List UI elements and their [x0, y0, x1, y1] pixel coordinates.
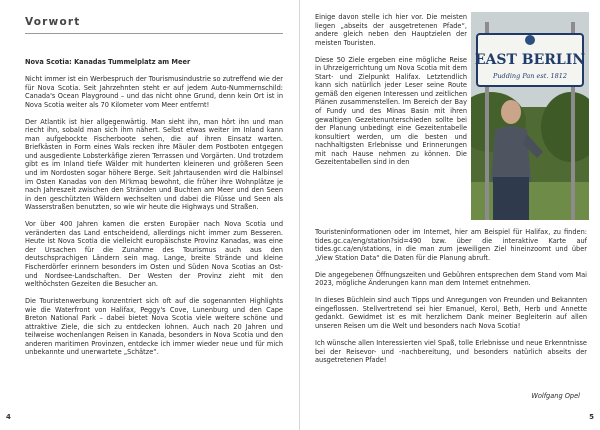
author-photo: [471, 12, 589, 220]
chapter-subtitle: Nova Scotia: Kanadas Tummelplatz am Meer: [25, 58, 191, 66]
paragraph: Ich wünsche allen Interessierten viel Spaß, tolle Erlebnisse und neue Erkenntnisse bei der Reisevor- und -nachbereitung, und besonders natürlich abseits der ausgetretenen Pfade!: [315, 338, 587, 365]
paragraph: Die Touristenwerbung konzentriert sich oft auf die sogenannten Highlights wie die Waterfront von Halifax, Peggy's Cove, Lunenburg und den Cape Breton National Park – dabei bietet Nova Scotia viele weitere schöne und attraktive Ziele, die sich zu entdecken lohnen. Auch nach 20 Jahren und teilweise wochenlangen Reisen in Kanada, besonders in Nova Scotia und den anderen maritimen Provinzen, entdecke ich immer wieder neue und für mich unbekannte und unerwartete „Schätze“.: [25, 297, 283, 357]
paragraph: Einige davon stelle ich hier vor. Die meisten liegen „abseits der ausgetretenen Pfade“, andere gleich neben den Hauptzielen der meisten Touristen.: [315, 13, 467, 47]
person-jeans: [493, 177, 529, 220]
chapter-heading: Vorwort: [25, 16, 81, 28]
author-signature: Wolfgang Opel: [531, 392, 580, 400]
person-head: [501, 100, 521, 124]
gutter-line: [299, 0, 300, 430]
paragraph: Die angegebenen Öffnungszeiten und Gebühren entsprechen dem Stand vom Mai 2023, mögliche Änderungen kann man dem Internet entnehmen.: [315, 270, 587, 288]
paragraph: Der Atlantik ist hier allgegenwärtig. Man sieht ihn, man hört ihn und man riecht ihn, sobald man sich ihm nähert. Selbst etwas weiter im Inland kann man aufgebockte Fischerboote sehen, die auf ihren Einsatz warten. Briefkästen in Form eines Wals recken ihre Mäuler dem Postboten entgegen und ausgediente Lobsterkäfige zieren Terrassen und Vorgärten. Und trotzdem gibt es im Inland tiefe Wälder mit hunderten kleineren und größeren Seen und im Nordosten sogar höhere Berge. Seit Jahrtausenden wird die Halbinsel im Osten Kanadas von den Mi'kmaq bewohnt, die früher ihre Wohnplätze je nach Jahreszeit zwischen den Stränden und Buchten am Meer und den Seen in den geschützten Wäldern wechselten und dabei die Flüsse und Seen als Wasserstraßen benutzten, so wie wir heute die Highways und Straßen.: [25, 117, 283, 212]
person-shirt: [491, 126, 531, 182]
paragraph: Touristeninformationen oder im Internet, hier am Beispiel für Halifax, zu finden: tides.gc.ca/eng/station?sid=490 bzw. über die interaktive Karte auf tides.gc.ca/en/stations, in die man zum jeweiligen Ziel hineinzoomt und über „View Station Data“ die Daten für die Planung abruft.: [315, 228, 587, 262]
photo-illustration: [471, 12, 589, 220]
left-text-column: [25, 58, 283, 365]
sign-emblem: [525, 35, 535, 45]
paragraph: Nicht immer ist ein Werbespruch der Tourismusindustrie so zutreffend wie der für Nova Scotia. Seit Jahrzehnten steht er auf jedem Auto-Nummernschild: Canada's Ocean Playground – und das nicht ohne Grund, denn kein Ort ist in Nova Scotia weiter als 70 Kilometer vom Meer entfernt!: [25, 75, 283, 109]
sign-title: EAST BERLIN: [474, 52, 586, 68]
paragraph: Diese 50 Ziele ergeben eine mögliche Reise in Uhrzeigerrichtung um Nova Scotia mit dem Start- und Zielpunkt Halifax. Letztendlich kann sich natürlich jeder Leser seine Route gemäß den eigenen Interessen und zeitlichen Plänen zusammenstellen. Im Bereich der Bay of Fundy und des Minas Basin mit ihren gewaltigen Gezeitenunterschieden sollte bei der Planung unbedingt eine Gezeitentabelle konsultiert werden, um die besten und nachhaltigsten Erlebnisse und Erinnerungen mit nach Hause nehmen zu können. Die Gezeitentabellen sind in den: [315, 55, 467, 167]
page-number-left: 4: [6, 413, 11, 421]
right-top-column: [315, 13, 467, 175]
right-text-column: [315, 228, 587, 373]
page-number-right: 5: [589, 413, 594, 421]
heading-rule: [25, 33, 283, 34]
sign-subtitle: Pudding Pan est. 1812: [492, 72, 568, 80]
paragraph: In dieses Büchlein sind auch Tipps und Anregungen von Freunden und Bekannten eingeflossen. Stellvertretend sei hier Emanuel, Kerol, Beth, Herb und Annette gedankt. Gewidmet ist es mit herzlichem Dank meiner Begleiterin auf allen unseren Reisen um die Welt und besonders nach Nova Scotia!: [315, 296, 587, 330]
paragraph: Vor über 400 Jahren kamen die ersten Europäer nach Nova Scotia und veränderten das Land entscheidend, allerdings nicht immer zum Besseren. Heute ist Nova Scotia die vielleicht europäischste Provinz Kanadas, was eine der Ursachen für die Zunahme des Tourismus auch aus den deutschsprachigen Ländern sein mag. Lange, breite Strände und kleine Fischerdörfer erinnern besonders im Osten und Süden Nova Scotias an Ost- und Nordsee-Landschaften. Der Westen der Provinz zieht mit den welthöchsten Gezeiten die Besucher an.: [25, 220, 283, 289]
